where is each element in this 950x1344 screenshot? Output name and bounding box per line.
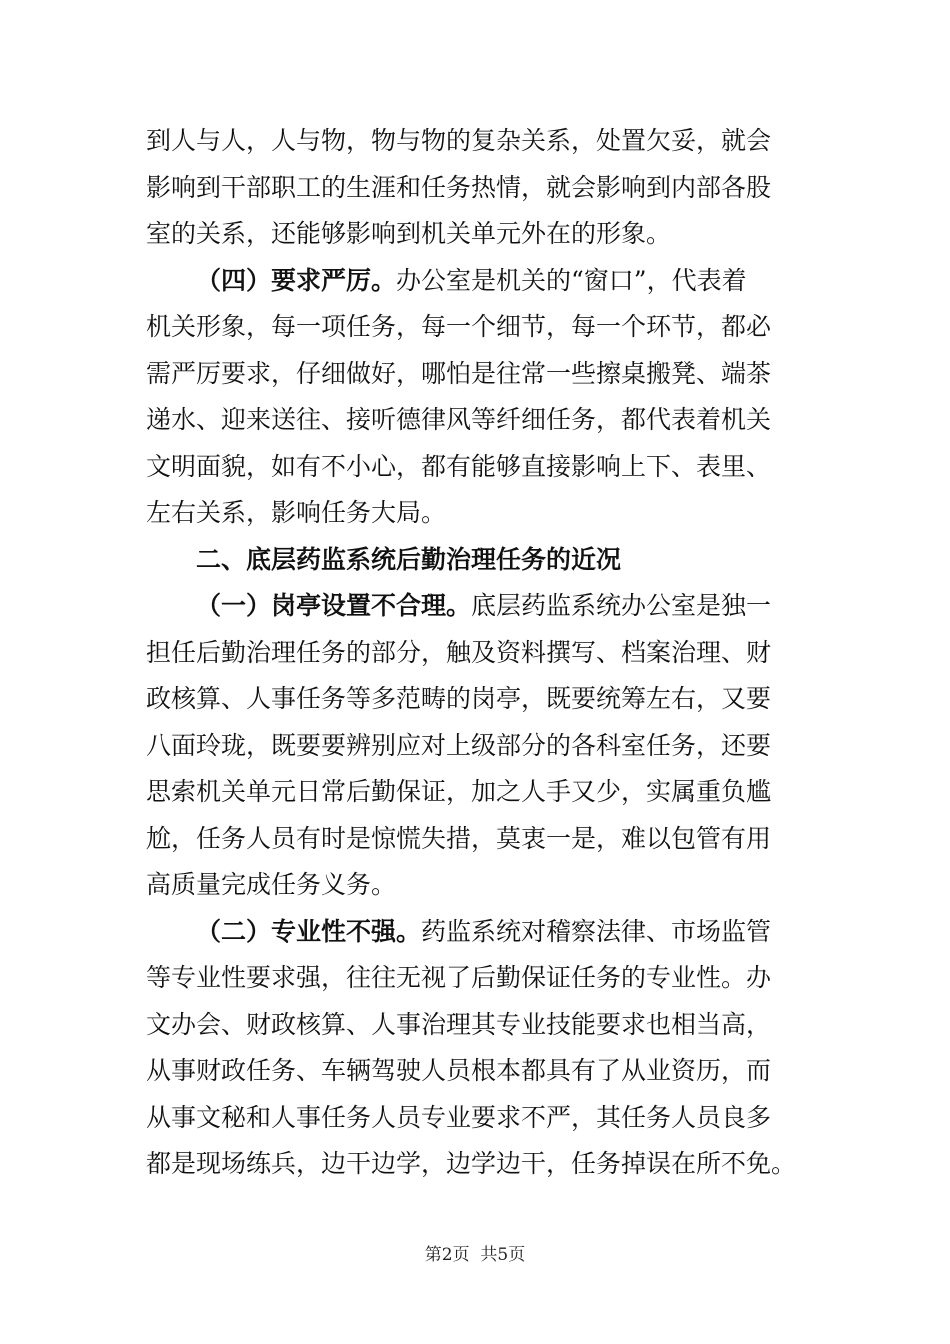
paragraph-strict-requirements bbox=[146, 258, 806, 537]
text-line: 思索机关单元日常后勤保证，加之人手又少，实属重负尴 bbox=[146, 777, 772, 806]
section-heading: 二、底层药监系统后勤治理任务的近况 bbox=[196, 544, 622, 574]
text-line: 需严厉要求，仔细做好，哪怕是往常一些擦桌搬凳、端茶 bbox=[146, 358, 772, 388]
text-line: 影响到干部职工的生涯和任务热情，就会影响到内部各股 bbox=[146, 172, 772, 202]
page-number: 第2页 共5页 bbox=[424, 1245, 526, 1265]
text-line: 从事文秘和人事任务人员专业要求不严，其任务人员良多 bbox=[146, 1102, 772, 1132]
paragraph-text: 办公室是机关的“窗口”，代表着 bbox=[396, 265, 747, 295]
paragraph-post-setup bbox=[146, 583, 806, 909]
page-footer bbox=[0, 1240, 950, 1265]
text-line: 文办会、财政核算、人事治理其专业技能要求也相当高， bbox=[146, 1009, 772, 1039]
text-line: 等专业性要求强，往往无视了后勤保证任务的专业性。办 bbox=[146, 963, 772, 992]
text-line: 文明面貌，如有不小心，都有能够直接影响上下、表里、 bbox=[146, 451, 772, 481]
text-line: 尬，任务人员有时是惊慌失措，莫衷一是，难以包管有用 bbox=[146, 823, 772, 853]
text-line: 担任后勤治理任务的部分，触及资料撰写、档案治理、财 bbox=[146, 637, 772, 667]
paragraph-lead: （一）岗亭设置不合理。 bbox=[196, 591, 472, 620]
paragraph-professionalism bbox=[146, 909, 806, 1188]
text-line: 室的关系，还能够影响到机关单元外在的形象。 bbox=[146, 219, 672, 248]
paragraph-continuation bbox=[146, 118, 806, 258]
text-line: 都是现场练兵，边干边学，边学边干，任务掉误在所不免。 bbox=[146, 1149, 797, 1178]
text-line: 政核算、人事任务等多范畴的岗亭，既要统筹左右，又要 bbox=[146, 684, 772, 713]
text-line: 八面玲珑，既要要辨别应对上级部分的各科室任务，还要 bbox=[146, 730, 772, 760]
text-line: 机关形象，每一项任务，每一个细节，每一个环节，都必 bbox=[146, 312, 772, 341]
paragraph-text: 底层药监系统办公室是独一 bbox=[471, 591, 772, 620]
text-line: 递水、迎来送往、接听德律风等纤细任务，都代表着机关 bbox=[146, 405, 772, 434]
text-line bbox=[146, 258, 806, 305]
document-body bbox=[146, 118, 806, 1188]
text-line: 高质量完成任务义务。 bbox=[146, 870, 397, 899]
text-line bbox=[146, 909, 806, 956]
paragraph-lead: （四）要求严厉。 bbox=[196, 265, 397, 295]
paragraph-text: 药监系统对稽察法律、市场监管 bbox=[421, 916, 772, 946]
text-line: 左右关系，影响任务大局。 bbox=[146, 498, 447, 527]
text-line: 到人与人，人与物，物与物的复杂关系，处置欠妥，就会 bbox=[146, 126, 772, 155]
text-line: 从事财政任务、车辆驾驶人员根本都具有了从业资历，而 bbox=[146, 1056, 772, 1085]
paragraph-lead: （二）专业性不强。 bbox=[196, 916, 422, 946]
text-line bbox=[146, 583, 806, 630]
